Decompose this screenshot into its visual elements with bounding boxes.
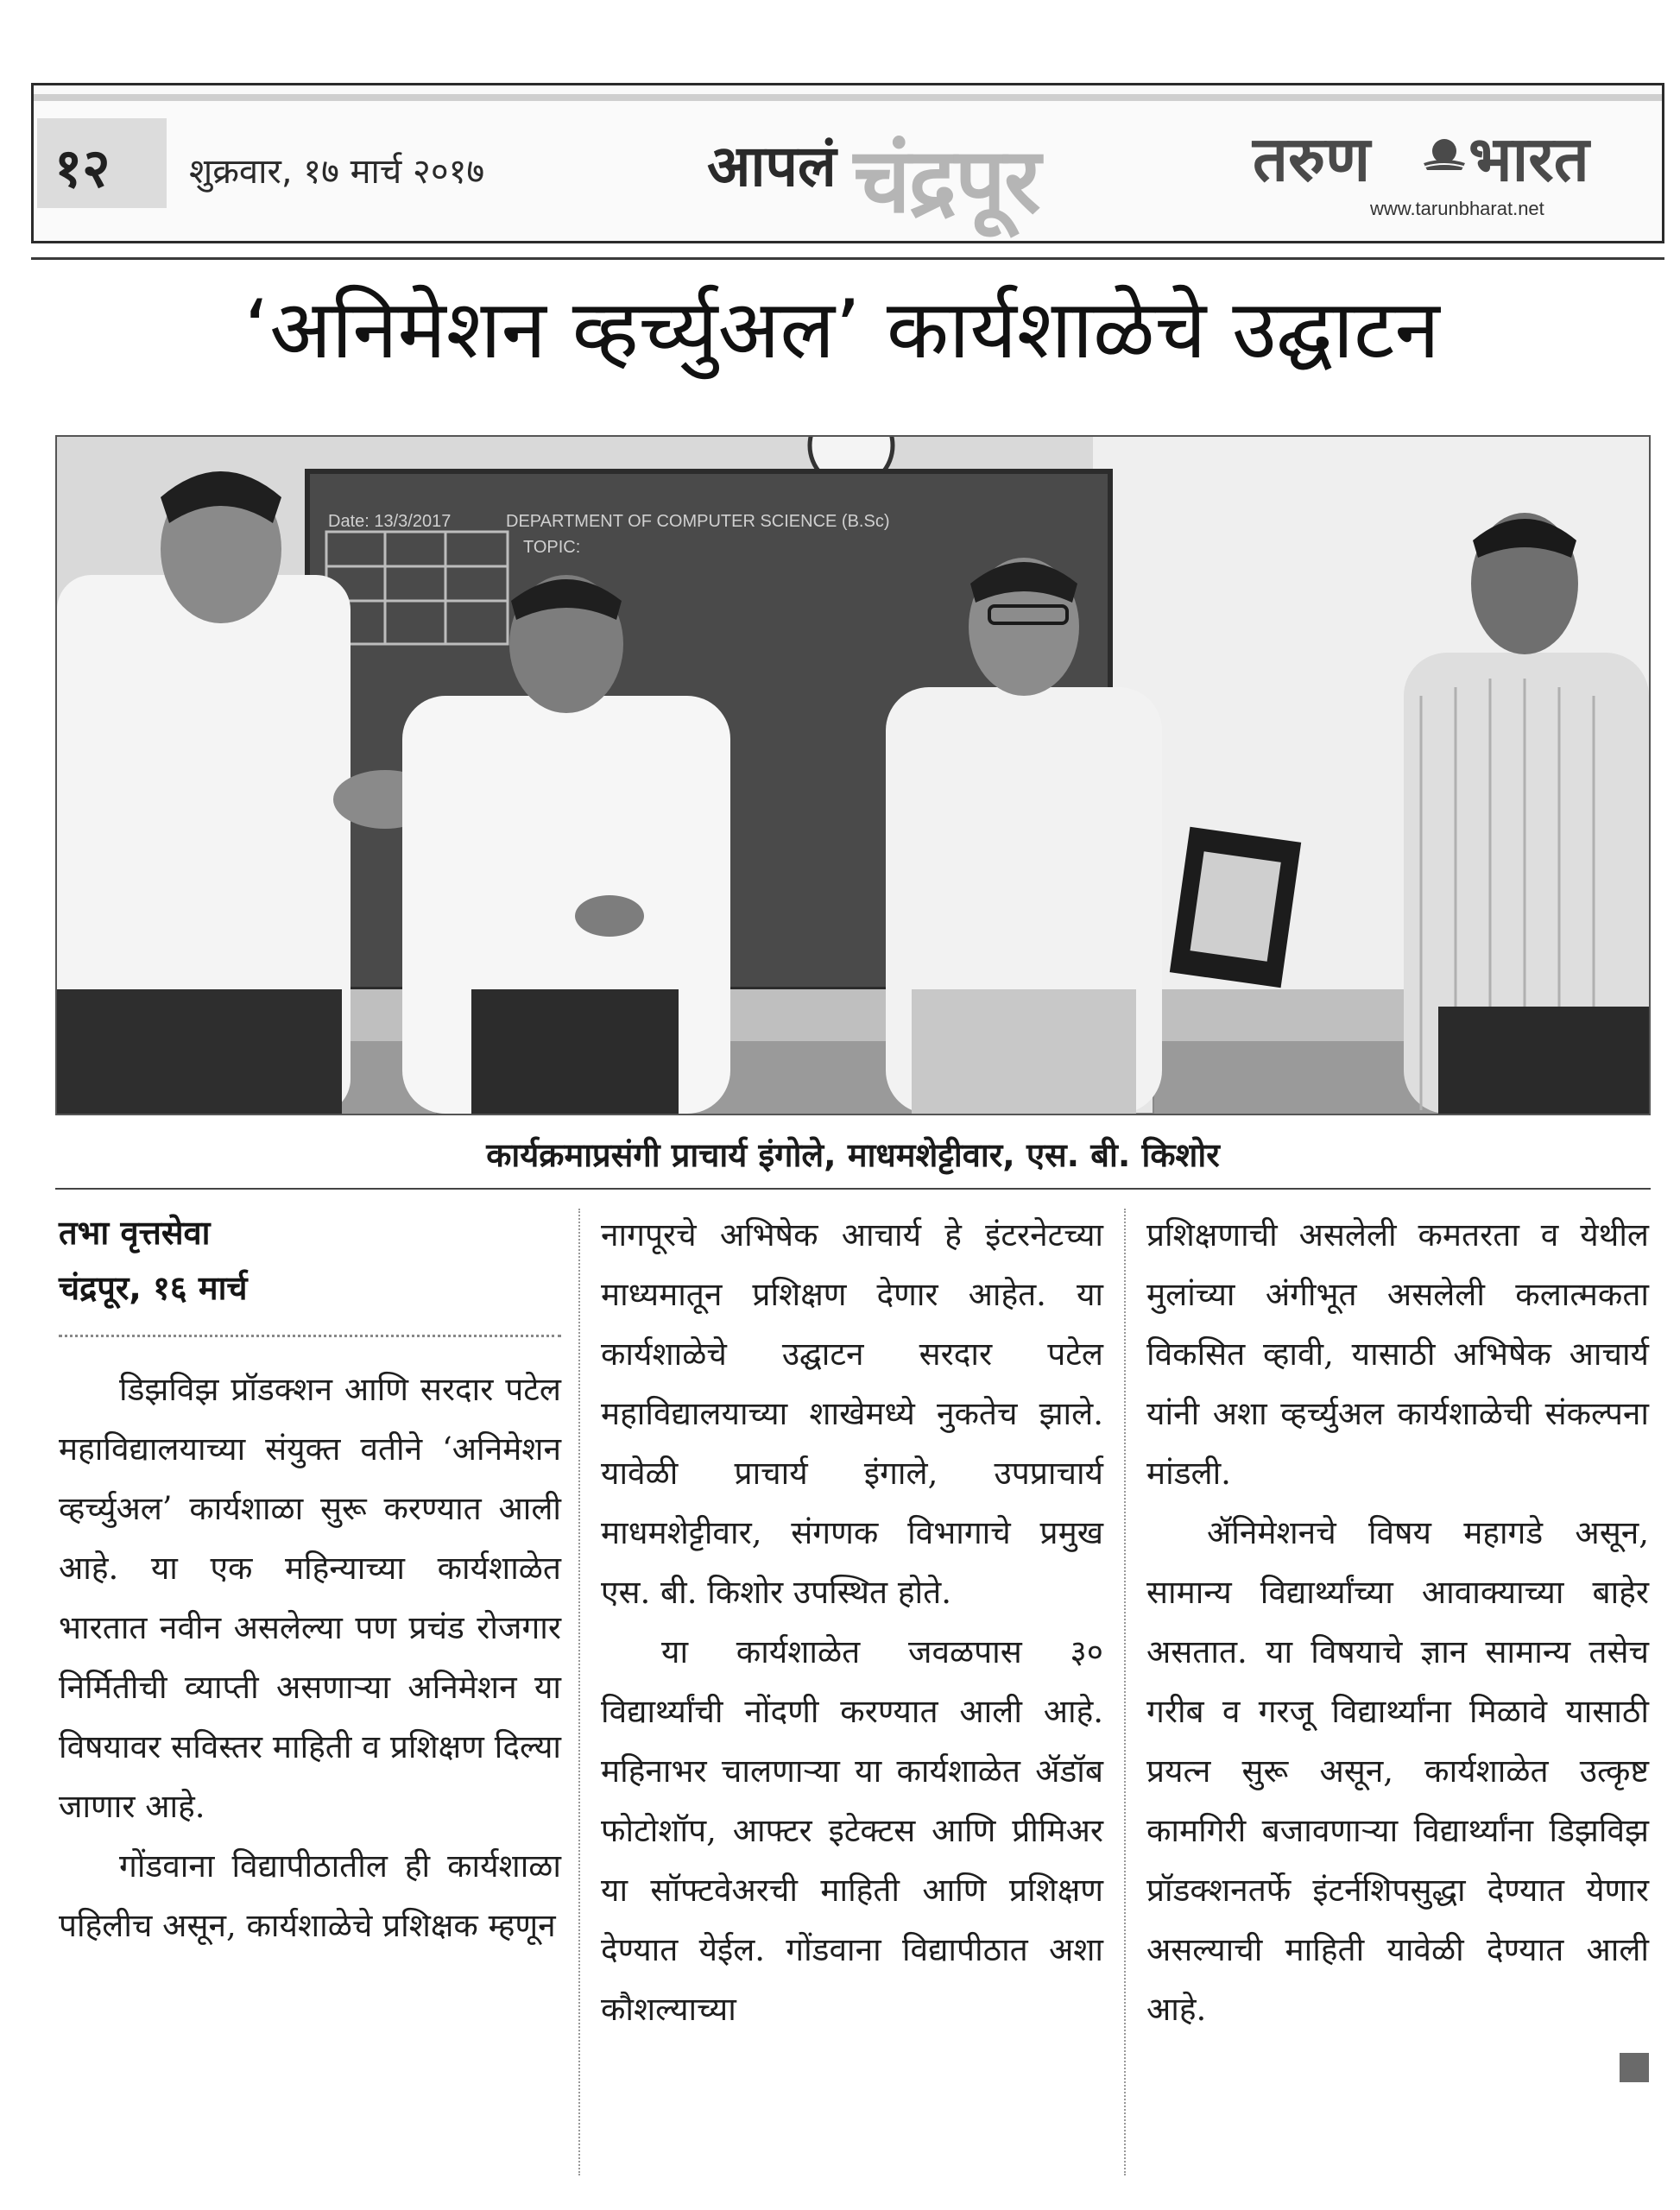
issue-date: शुक्रवार, १७ मार्च २०१७ — [189, 152, 485, 192]
article-paragraph: डिझविझ प्रॉडक्शन आणि सरदार पटेल महाविद्यालयाच्या संयुक्त वतीने ‘अनिमेशन व्हर्च्युअल’ कार्यशाळा सुरू करण्यात आली आहे. या एक महिन्याच्या कार्यशाळेत भारतात नवीन असलेल्या पण प्रचंड रोजगार निर्मितीची व्याप्ती असणाऱ्या अनिमेशन या विषयावर सविस्तर माहिती व प्रशिक्षण दिल्या जाणार आहे. — [59, 1371, 561, 1825]
newspaper-brand — [1253, 115, 1658, 218]
caption-rule — [55, 1188, 1651, 1190]
article-column-2 — [601, 1205, 1103, 2039]
dateline-rule — [59, 1335, 561, 1337]
article-paragraph: गोंडवाना विद्यापीठातील ही कार्यशाळा पहिलीच असून, कार्यशाळेचे प्रशिक्षक म्हणून — [59, 1847, 561, 1944]
section-city: चंद्रपूर — [853, 128, 1039, 233]
dateline: चंद्रपूर, १६ मार्च — [59, 1269, 248, 1307]
column-separator-1 — [578, 1209, 580, 2175]
article-photo — [55, 435, 1651, 1115]
board-department-text: DEPARTMENT OF COMPUTER SCIENCE (B.Sc) — [506, 512, 890, 531]
masthead-bottom-rule — [31, 257, 1664, 260]
column-separator-2 — [1124, 1209, 1126, 2175]
section-prefix: आपलं — [707, 133, 837, 199]
page-number: १२ — [54, 136, 111, 199]
brand-url: www.tarunbharat.net — [1370, 198, 1544, 219]
article-headline: ‘अनिमेशन व्हर्च्युअल’ कार्यशाळेचे उद्घाटन — [243, 283, 1440, 377]
photo-caption: कार्यक्रमाप्रसंगी प्राचार्य इंगोले, माधमशेट्टीवार, एस. बी. किशोर — [486, 1136, 1220, 1174]
brand-part-2: भारत — [1468, 123, 1589, 195]
article-paragraph: ॲनिमेशनचे विषय महागडे असून, सामान्य विद्यार्थ्यांच्या आवाक्याच्या बाहेर असतात. या विषयाचे ज्ञान सामान्य तसेच गरीब व गरजू विद्यार्थ्यांना मिळावे यासाठी प्रयत्न सुरू असून, कार्यशाळेत उत्कृष्ट कामगिरी बजावणाऱ्या विद्यार्थ्यांना डिझविझ प्रॉडक्शनतर्फे इंटर्नशिपसुद्धा देण्यात येणार असल्याची माहिती यावेळी देण्यात आली आहे. — [1146, 1514, 1649, 2028]
masthead — [31, 83, 1664, 243]
board-topic-text: TOPIC: — [523, 538, 581, 557]
article-column-3 — [1146, 1205, 1649, 2082]
board-date-text: Date: 13/3/2017 — [328, 512, 452, 531]
article-column-1 — [59, 1205, 561, 1955]
masthead-top-rule — [34, 94, 1662, 101]
byline: तभा वृत्तसेवा — [59, 1214, 211, 1252]
brand-part-1: तरुण — [1253, 123, 1371, 195]
boat-emblem-icon — [1422, 134, 1467, 174]
end-square-icon — [1620, 2053, 1649, 2082]
section-title — [707, 117, 1039, 238]
photo-plaque — [1170, 827, 1301, 988]
dateline-block — [59, 1205, 561, 1316]
article-paragraph: या कार्यशाळेत जवळपास ३० विद्यार्थ्यांची नोंदणी करण्यात आली आहे. महिनाभर चालणाऱ्या या कार्यशाळेत ॲडॉब फोटोशॉप, आफ्टर इटेक्टस आणि प्रीमिअर या सॉफ्टवेअरची माहिती आणि प्रशिक्षण देण्यात येईल. गोंडवाना विद्यापीठात अशा कौशल्याच्या — [601, 1633, 1103, 2028]
article-paragraph: नागपूरचे अभिषेक आचार्य हे इंटरनेटच्या माध्यमातून प्रशिक्षण देणार आहेत. या कार्यशाळेचे उद्घाटन सरदार पटेल महाविद्यालयाच्या शाखेमध्ये नुकतेच झाले. यावेळी प्राचार्य इंगाले, उपप्राचार्य माधमशेट्टीवार, संगणक विभागाचे प्रमुख एस. बी. किशोर उपस्थित होते. — [601, 1216, 1103, 1611]
article-paragraph: प्रशिक्षणाची असलेली कमतरता व येथील मुलांच्या अंगीभूत असलेली कलात्मकता विकसित व्हावी, यासाठी अभिषेक आचार्य यांनी अशा व्हर्च्युअल कार्यशाळेची संकल्पना मांडली. — [1146, 1216, 1649, 1492]
